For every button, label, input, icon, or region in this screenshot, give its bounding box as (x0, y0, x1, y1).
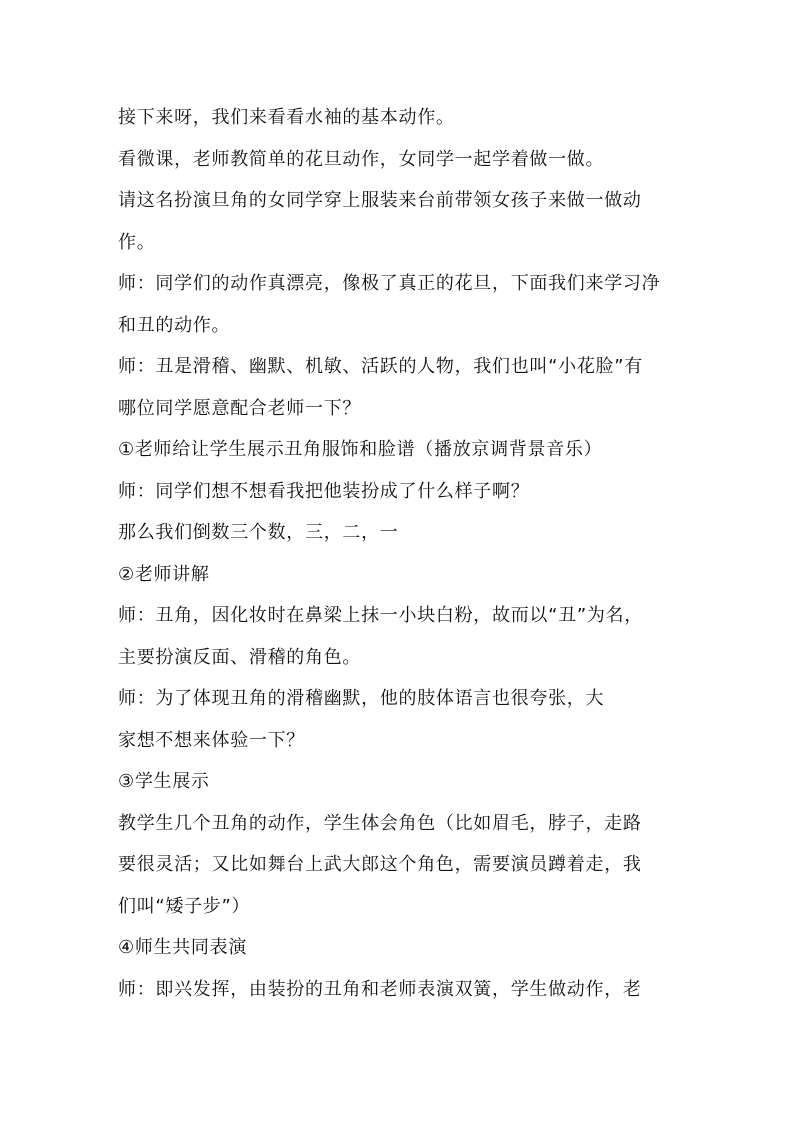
text-line-3: 请这名扮演旦角的女同学穿上服装来台前带领女孩子来做一做动 (118, 190, 642, 211)
text-line-8: 哪位同学愿意配合老师一下？ (118, 398, 362, 419)
text-line-4: 作。 (118, 232, 156, 253)
text-line-19: 要很灵活；又比如舞台上武大郎这个角色，需要演员蹲着走，我 (118, 854, 642, 875)
text-line-9: ①老师给让学生展示丑角服饰和脸谱（播放京调背景音乐） (118, 439, 603, 460)
text-line-15: 师：为了体现丑角的滑稽幽默，他的肢体语言也很夸张，大 (118, 688, 605, 709)
text-line-2: 看微课，老师教简单的花旦动作，女同学一起学着做一做。 (118, 149, 605, 170)
text-line-6: 和丑的动作。 (118, 315, 231, 336)
text-line-1: 接下来呀，我们来看看水袖的基本动作。 (118, 107, 455, 128)
text-line-12: ②老师讲解 (118, 564, 210, 585)
text-line-7: 师：丑是滑稽、幽默、机敏、活跃的人物，我们也叫“小花脸”有 (118, 356, 643, 377)
text-line-13: 师：丑角，因化妆时在鼻梁上抹一小块白粉，故而以“丑”为名， (118, 605, 643, 626)
text-line-5: 师：同学们的动作真漂亮，像极了真正的花旦，下面我们来学习净 (118, 273, 661, 294)
text-line-18: 教学生几个丑角的动作，学生体会角色（比如眉毛，脖子，走路 (118, 813, 642, 834)
text-line-14: 主要扮演反面、滑稽的角色。 (118, 647, 362, 668)
text-line-11: 那么我们倒数三个数，三，二，一 (118, 522, 399, 543)
text-line-17: ③学生展示 (118, 771, 210, 792)
text-line-10: 师：同学们想不想看我把他装扮成了什么样子啊？ (118, 481, 530, 502)
text-line-16: 家想不想来体验一下？ (118, 730, 305, 751)
text-line-20: 们叫“矮子步”） (118, 896, 251, 917)
text-line-21: ④师生共同表演 (118, 937, 248, 958)
text-line-22: 师：即兴发挥，由装扮的丑角和老师表演双簧，学生做动作，老 (118, 979, 642, 1000)
